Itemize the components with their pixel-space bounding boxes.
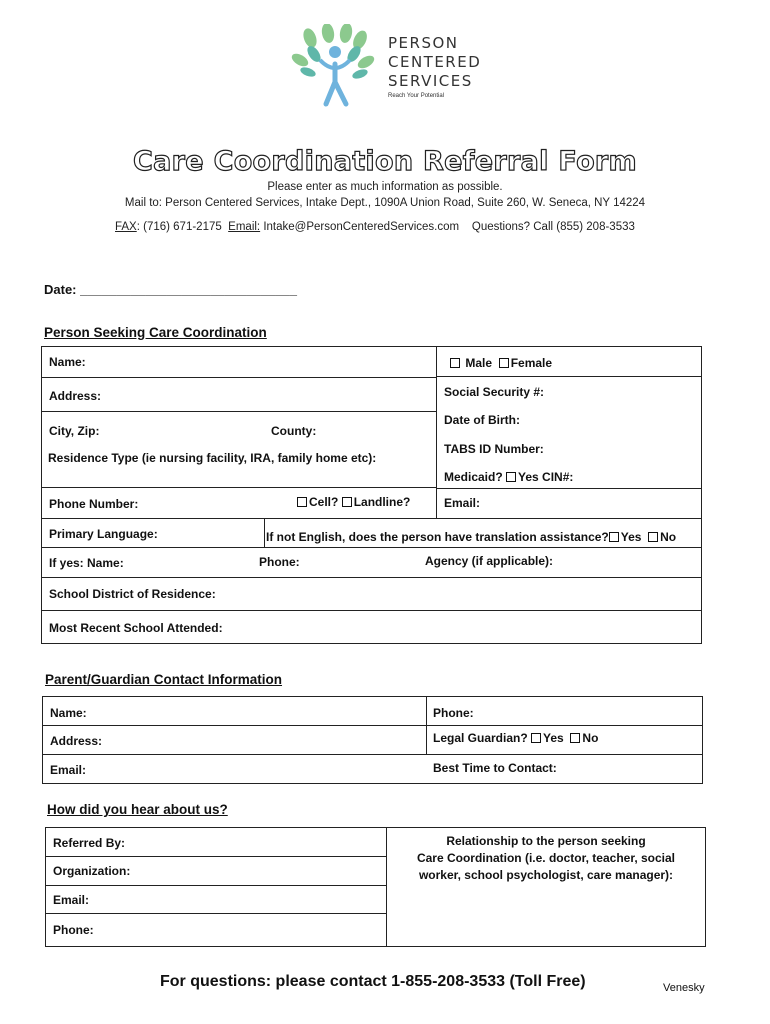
fax-value: : (716) 671-2175: [136, 221, 222, 233]
residence-type-label: Residence Type (ie nursing facility, IRA, family home etc):: [48, 451, 377, 465]
date-field[interactable]: Date: ______________________________: [44, 282, 298, 297]
contact-line: [115, 221, 635, 233]
legal-guardian-yes-checkbox[interactable]: [531, 733, 541, 743]
translator-name-label: If yes: Name:: [49, 556, 124, 570]
female-label: Female: [510, 356, 553, 370]
male-label: Male: [465, 356, 493, 370]
relationship-line-1: Relationship to the person seeking: [446, 834, 646, 848]
form-title: Care Coordination Referral Form: [133, 146, 637, 177]
ssn-label: Social Security #:: [444, 385, 545, 399]
primary-language-label: Primary Language:: [49, 527, 158, 541]
translation-no-checkbox[interactable]: [648, 532, 658, 542]
landline-checkbox[interactable]: [342, 497, 352, 507]
person-name-label: Name:: [49, 355, 86, 369]
person-address-label: Address:: [49, 389, 102, 403]
translation-question-label: If not English, does the person have translation assistance?: [266, 530, 609, 544]
referrer-phone-label: Phone:: [53, 923, 94, 937]
medicaid-yes-checkbox[interactable]: [506, 472, 516, 482]
male-checkbox[interactable]: [450, 358, 460, 368]
recent-school-label: Most Recent School Attended:: [49, 621, 223, 635]
signature-text: Venesky: [663, 982, 705, 994]
guardian-address-label: Address:: [50, 734, 103, 748]
logo: [290, 24, 490, 104]
guardian-name-label: Name:: [50, 706, 87, 720]
legal-guardian-label: Legal Guardian?: [433, 731, 528, 745]
guardian-table: [42, 696, 703, 784]
organization-label: Organization:: [53, 864, 131, 878]
section-referral-heading: How did you hear about us?: [47, 802, 228, 817]
medicaid-group: [444, 470, 573, 484]
footer-contact: For questions: please contact 1-855-208-3533 (Toll Free): [160, 973, 586, 990]
relationship-line-2: Care Coordination (i.e. doctor, teacher, social: [416, 851, 676, 865]
legal-guardian-no-label: No: [582, 731, 599, 745]
tabs-id-label: TABS ID Number:: [444, 442, 544, 456]
logo-line-2: CENTERED: [388, 53, 482, 71]
female-checkbox[interactable]: [499, 358, 509, 368]
school-district-label: School District of Residence:: [49, 587, 216, 601]
referred-by-label: Referred By:: [53, 836, 126, 850]
medicaid-label: Medicaid?: [444, 470, 503, 484]
guardian-email-label: Email:: [50, 763, 87, 777]
legal-guardian-group: [433, 731, 598, 745]
translation-yes-checkbox[interactable]: [609, 532, 619, 542]
cell-checkbox[interactable]: [297, 497, 307, 507]
dob-label: Date of Birth:: [444, 413, 520, 427]
logo-line-1: PERSON: [388, 34, 459, 52]
gender-options: [450, 356, 552, 370]
logo-line-3: SERVICES: [388, 72, 473, 90]
email-link[interactable]: Intake@PersonCenteredServices.com: [260, 221, 460, 233]
section-person-heading: Person Seeking Care Coordination: [44, 325, 267, 340]
logo-tagline: Reach Your Potential: [388, 93, 445, 99]
referrer-email-label: Email:: [53, 893, 90, 907]
translator-phone-label: Phone:: [259, 555, 300, 569]
instructions: Please enter as much information as possible.: [267, 181, 503, 193]
legal-guardian-no-checkbox[interactable]: [570, 733, 580, 743]
city-zip-label: City, Zip:: [49, 424, 100, 438]
section-guardian-heading: Parent/Guardian Contact Information: [45, 672, 283, 687]
agency-label: Agency (if applicable):: [425, 554, 554, 568]
relationship-label: [388, 833, 704, 884]
translation-question: [266, 530, 676, 544]
phone-type-options: [297, 495, 410, 509]
guardian-phone-label: Phone:: [433, 706, 474, 720]
landline-label: Landline?: [353, 495, 411, 509]
fax-label: FAX: [115, 221, 137, 233]
medicaid-yes-label: Yes CIN#:: [518, 470, 574, 484]
person-email-label: Email:: [444, 496, 481, 510]
translation-no-label: No: [660, 530, 677, 544]
translation-yes-label: Yes: [620, 530, 642, 544]
county-label: County:: [271, 424, 317, 438]
legal-guardian-yes-label: Yes: [543, 731, 564, 745]
cell-label: Cell?: [309, 495, 339, 509]
questions-phone: Questions? Call (855) 208-3533: [471, 221, 635, 233]
tree-person-logo-icon: [290, 24, 380, 108]
mail-to-address: Mail to: Person Centered Services, Intake Dept., 1090A Union Road, Suite 260, W. Seneca, NY 14224: [124, 197, 646, 209]
relationship-line-3: worker, school psychologist, care manager):: [418, 868, 674, 882]
phone-number-label: Phone Number:: [49, 497, 139, 511]
email-label: Email:: [228, 221, 261, 233]
best-time-label: Best Time to Contact:: [433, 761, 557, 775]
